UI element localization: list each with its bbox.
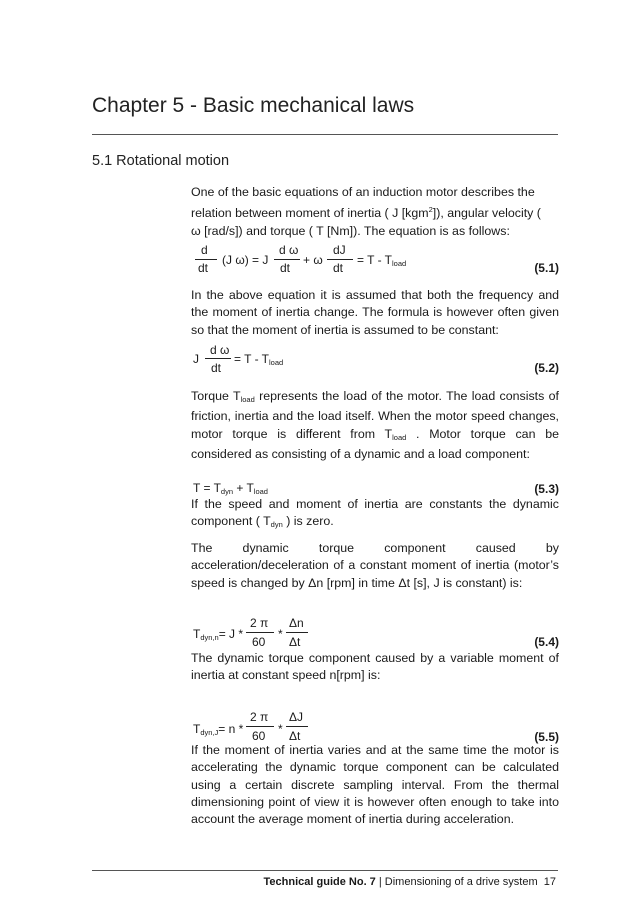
- footer-title: Dimensioning of a drive system: [384, 876, 538, 888]
- text-run: = T - T: [357, 253, 393, 267]
- paragraph-acceleration: The dynamic torque component caused by acceleration/deceleration of a constant moment of inertia (motor’s speed is changed by Δn [rpm] in time Δt [s], J is constant) is:: [191, 541, 559, 590]
- fraction-bar: [246, 726, 274, 727]
- page-footer: [264, 876, 556, 888]
- paragraph-line: [191, 201, 559, 222]
- text-run: = T - T: [234, 352, 270, 366]
- eq-term: [193, 481, 268, 496]
- fraction-bar: [205, 358, 231, 359]
- subscript: dyn: [270, 520, 283, 530]
- eq-numerator: Δn: [289, 616, 304, 630]
- eq-denominator: dt: [333, 261, 344, 275]
- equation-number: (5.5): [534, 730, 559, 744]
- text-run: Torque T: [191, 389, 241, 403]
- equation-number: (5.1): [534, 261, 559, 275]
- chapter-divider: [92, 134, 558, 135]
- text-run: = J *: [218, 627, 244, 641]
- footer-guide: Technical guide No. 7: [263, 876, 376, 888]
- eq-numerator: ΔJ: [289, 710, 304, 724]
- text-run: represents the load of the motor. The load consists of friction, inertia and the load itself. When the motor speed changes, motor torque is different from T: [191, 389, 559, 441]
- text-run: ]), angular velocity (: [432, 206, 541, 221]
- eq-numerator: d: [201, 243, 208, 257]
- fraction-bar: [274, 259, 300, 260]
- text-run: ) is zero.: [282, 514, 334, 529]
- eq-numerator: 2 π: [250, 710, 269, 724]
- paragraph-intro: [191, 184, 559, 240]
- eq-denominator: 60: [252, 635, 266, 649]
- eq-denominator: dt: [280, 261, 291, 275]
- subscript: load: [269, 358, 284, 367]
- eq-term: [357, 253, 406, 268]
- text-run: + T: [233, 481, 254, 495]
- subscript: dyn: [220, 487, 233, 496]
- eq-numerator: dJ: [333, 243, 346, 257]
- section-title: 5.1 Rotational motion: [92, 153, 230, 169]
- paragraph-constants: [191, 496, 559, 534]
- fraction-bar: [195, 259, 217, 260]
- equation-number: (5.2): [534, 361, 559, 375]
- eq-denominator: Δt: [289, 729, 301, 743]
- subscript: load: [253, 487, 268, 496]
- eq-term: + ω: [303, 253, 323, 267]
- paragraph-assumption: In the above equation it is assumed that both the frequency and the moment of inertia change. The formula is however often given so that the moment of inertia is assumed to be constant:: [191, 288, 559, 337]
- subscript: load: [392, 259, 407, 268]
- paragraph-variable-inertia: The dynamic torque component caused by a variable moment of inertia at constant speed n[rpm] is:: [191, 651, 559, 683]
- paragraph-torque-load: [191, 388, 559, 463]
- subscript: dyn,n: [200, 633, 219, 642]
- fraction-bar: [286, 632, 308, 633]
- paragraph-line: ω [rad/s]) and torque ( T [Nm]). The equation is as follows:: [191, 223, 510, 238]
- text-run: = n *: [218, 722, 244, 736]
- eq-numerator: d ω: [210, 343, 230, 357]
- eq-denominator: 60: [252, 729, 266, 743]
- fraction-bar: [246, 632, 274, 633]
- subscript: load: [392, 432, 407, 442]
- paragraph-line: One of the basic equations of an induction motor describes the: [191, 185, 535, 199]
- eq-term: *: [278, 627, 283, 641]
- eq-term: [234, 352, 283, 367]
- fraction-bar: [327, 259, 353, 260]
- eq-denominator: dt: [198, 261, 209, 275]
- superscript: 2: [428, 205, 433, 215]
- text-run: T = T: [193, 481, 221, 495]
- subscript: dyn,J: [200, 728, 219, 737]
- eq-term: [193, 627, 243, 642]
- footer-separator: |: [375, 876, 385, 888]
- eq-term: J: [193, 352, 199, 366]
- fraction-bar: [286, 726, 308, 727]
- text-run: If the speed and moment of inertia are constants the dynamic component ( T: [191, 497, 559, 529]
- paragraph-varying-inertia: If the moment of inertia varies and at the same time the motor is accelerating the dynamic torque component can be calculated using a certain discrete sampling interval. From the thermal dimensioning point of view it is however often enough to take into account the average moment of inertia during acceleration.: [191, 743, 559, 827]
- subscript: load: [240, 395, 255, 404]
- eq-denominator: dt: [211, 361, 222, 375]
- eq-numerator: d ω: [279, 243, 299, 257]
- text-run: T: [193, 722, 201, 736]
- footer-divider: [92, 870, 558, 871]
- equation-number: (5.3): [534, 482, 559, 496]
- text-run: . Motor torque can be considered as consisting of a dynamic and a load component:: [191, 426, 559, 461]
- text-run: T: [193, 627, 201, 641]
- eq-term: [193, 722, 243, 737]
- text-run: relation between moment of inertia ( J [kgm: [191, 206, 429, 221]
- page-number: 17: [543, 876, 556, 888]
- eq-numerator: 2 π: [250, 616, 269, 630]
- equation-number: (5.4): [534, 635, 559, 649]
- eq-term: (J ω) = J: [222, 253, 269, 267]
- eq-denominator: Δt: [289, 635, 301, 649]
- eq-term: *: [278, 722, 283, 736]
- chapter-title: Chapter 5 - Basic mechanical laws: [92, 94, 415, 117]
